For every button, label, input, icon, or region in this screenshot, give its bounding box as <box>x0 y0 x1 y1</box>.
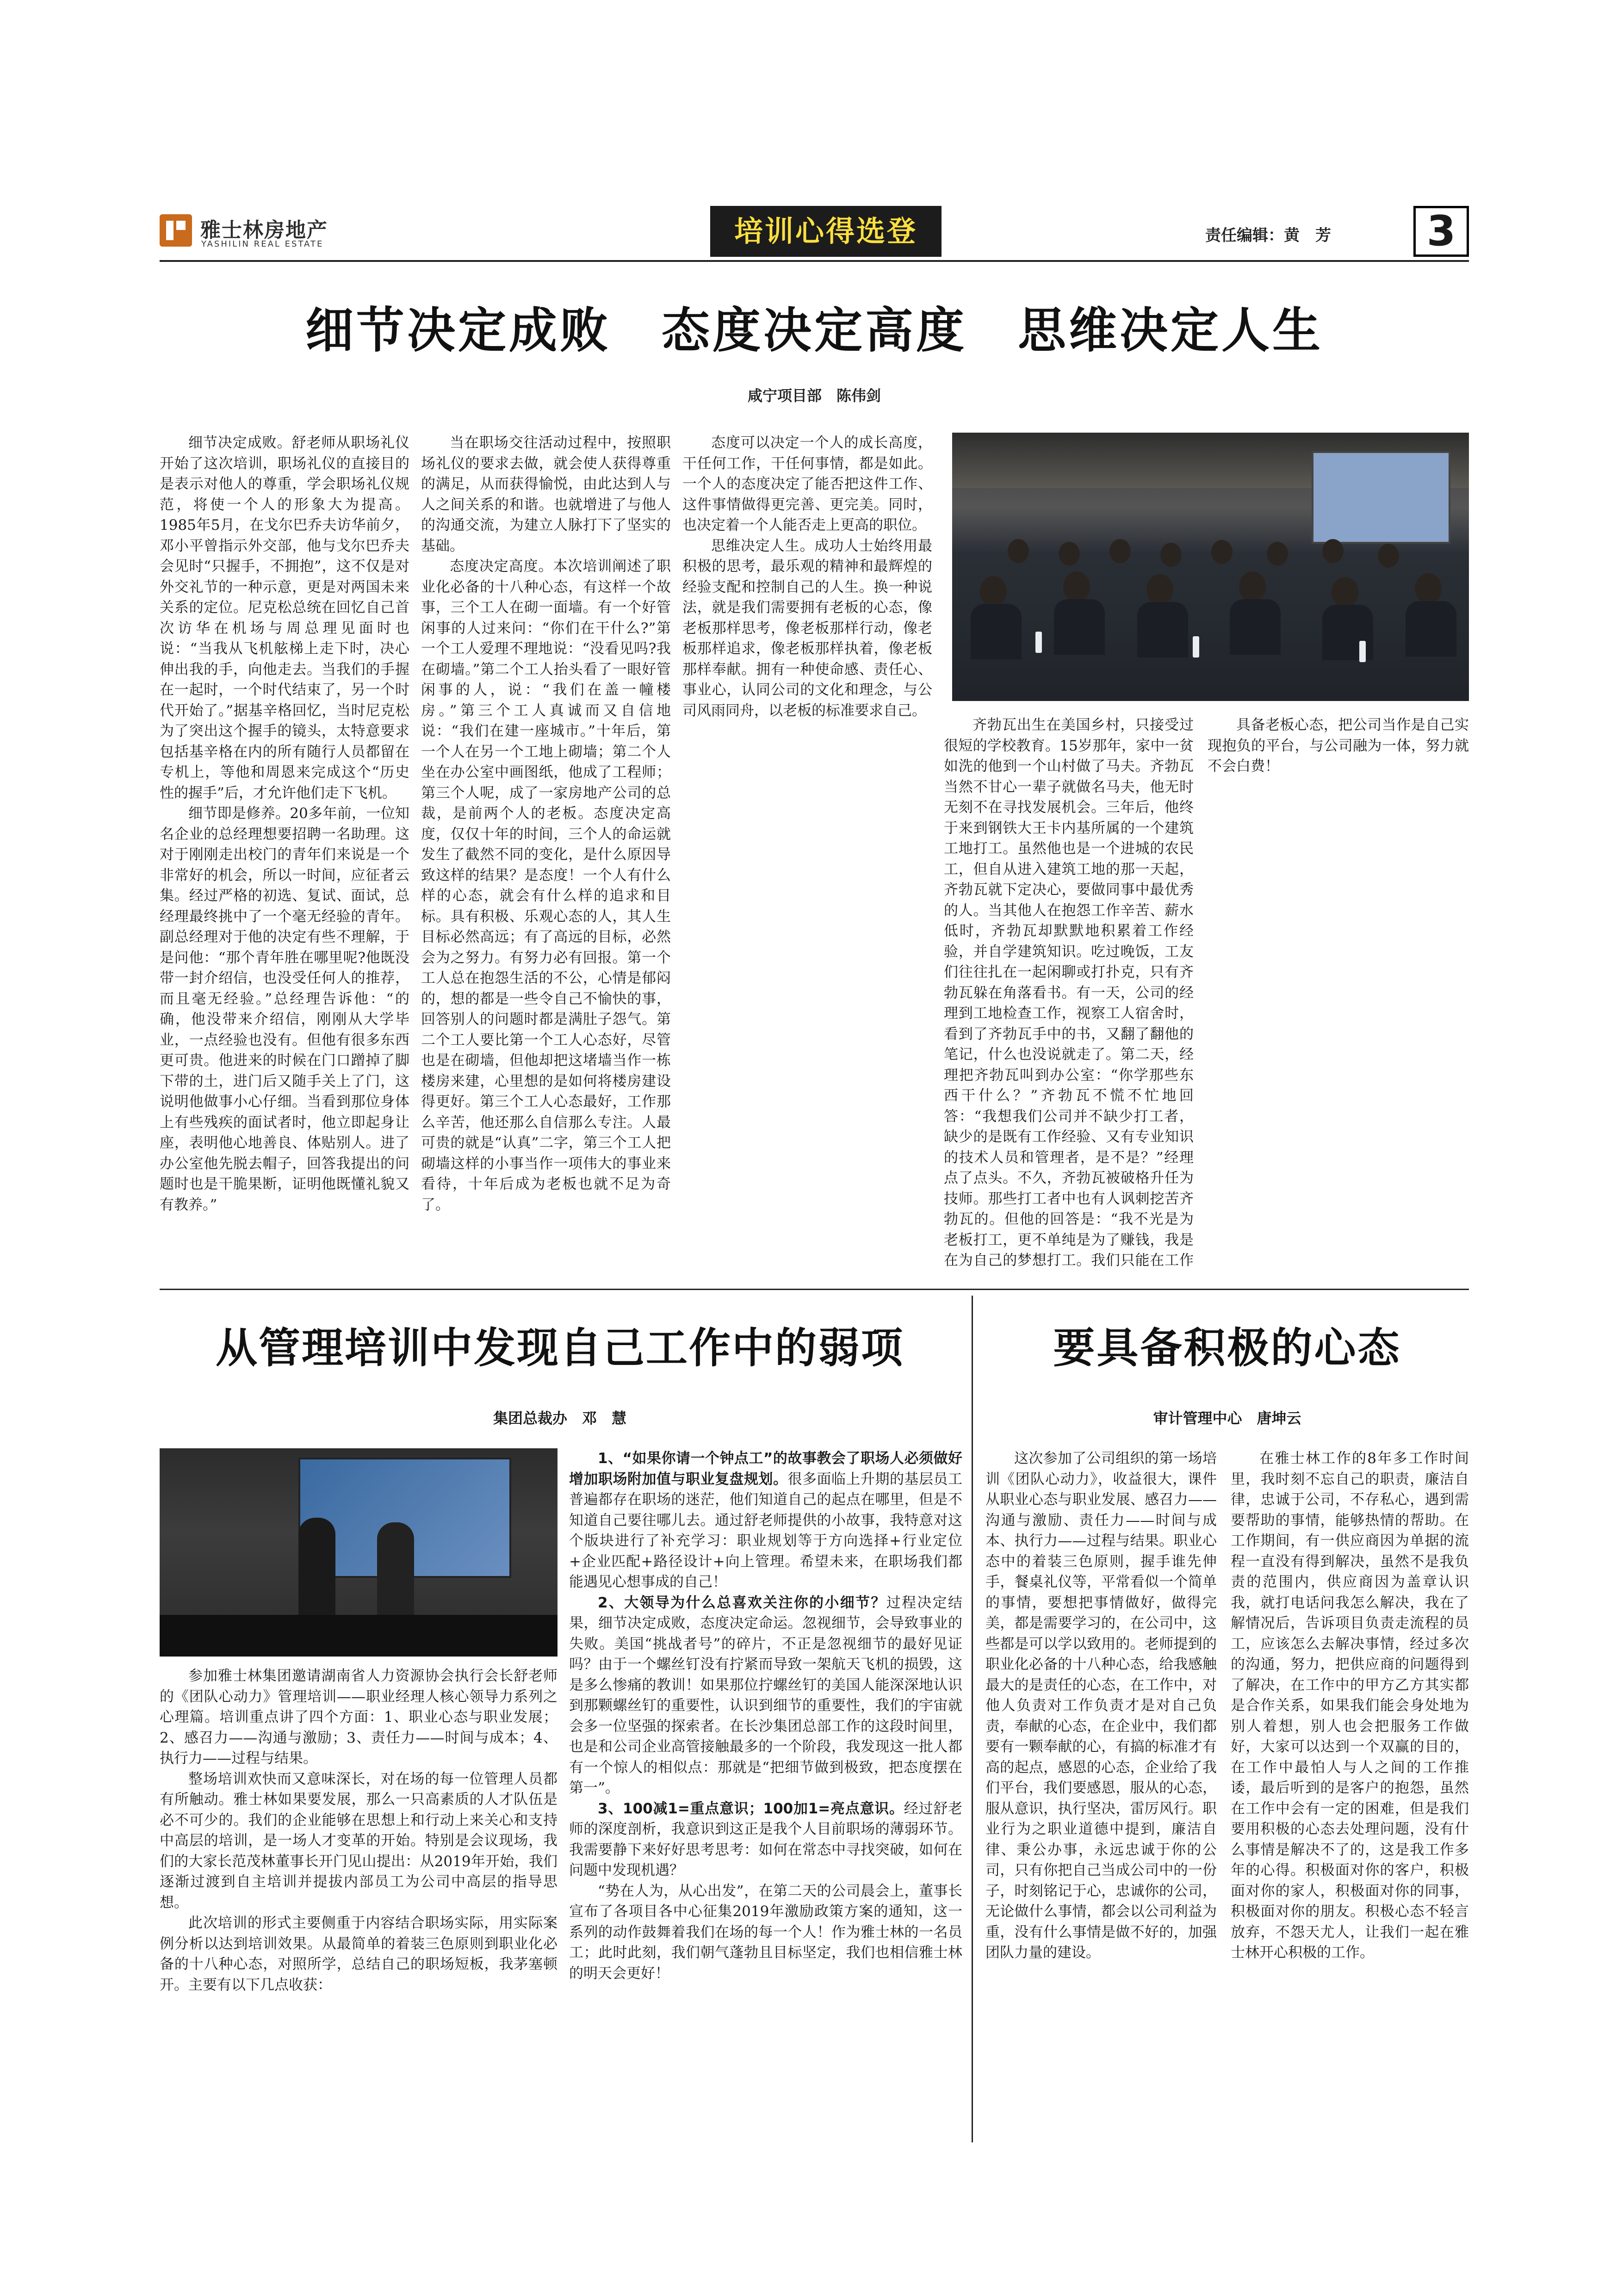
article2-column-1 <box>160 1666 558 2142</box>
article2-column-2 <box>569 1448 962 2142</box>
article3-paragraph: 这次参加了公司组织的第一场培训《团队心动力》，收益很大，课件从职业心态与职业发展、感召力——沟通与激励、责任力——时间与成本、执行力——过程与结果。职业心态中的着装三色原则，握手谁先伸手，餐桌礼仪等，平常看似一个简单的事情，要想把事情做好，做得完美，都是需要学习的，在公司中，这些都是可以学以致用的。老师提到的职业化必备的十八种心态，给我感触最大的是责任的心态，在工作中，对他人负责对工作负责才是对自己负责，奉献的心态，在企业中，我们都要有一颗奉献的心，有搞的标准才有高的起点，感恩的心态，企业给了我们平台，我们要感恩，服从的心态，服从意识，执行坚决，雷厉风行。职业行为之职业道德中提到，廉洁自律、秉公办事，永远忠诚于你的公司，只有你把自己当成公司中的一份子，时刻铭记于心，忠诚你的公司，无论做什么事情，都会以公司利益为重，没有什么事情是做不好的，加强团队力量的建设。 <box>985 1450 1217 1961</box>
article3-byline: 审计管理中心 唐坤云 <box>1153 1409 1301 1427</box>
training-audience-photo <box>952 433 1469 701</box>
point-text: 经过舒老师的深度剖析，我意识到这正是我个人目前职场的薄弱环节。我需要静下来好好思考思考：如何在常态中寻找突破，如何在问题中发现机遇？ <box>569 1800 962 1879</box>
article1-paragraph: 态度决定高度。本次培训阐述了职业化必备的十八种心态，有这样一个故事，三个工人在砌一面墙。有一个好管闲事的人过来问：“你们在干什么?”第一个工人爱理不理地说：“没看见吗?我在砌墙。”第二个工人抬头看了一眼好管闲事的人，说：“我们在盖一幢楼房。”第三个工人真诚而又自信地说：“我们在建一座城市。”十年后，第一个人在另一个工地上砌墙；第二个人坐在办公室中画图纸，他成了工程师；第三个人呢，成了一家房地产公司的总裁，是前两个人的老板。态度决定高度，仅仅十年的时间，三个人的命运就发生了截然不同的变化，是什么原因导致这样的结果？是态度！一个人有什么样的心态，就会有什么样的追求和目标。具有积极、乐观心态的人，其人生目标必然高远；有了高远的目标，必然会为之努力。有努力必有回报。第一个工人总在抱怨生活的不公，心情是郁闷的，想的都是一些令自己不愉快的事，回答别人的问题时都是满肚子怨气。第二个工人要比第一个工人心态好，尽管也是在砌墙，但他却把这堵墙当作一栋楼房来建，心里想的是如何将楼房建设得更好。第三个工人心态最好，工作那么辛苦，他还那么自信那么专注。人最可贵的就是“认真”二字，第三个工人把砌墙这样的小事当作一项伟大的事业来看待，十年后成为老板也就不足为奇了。 <box>421 558 671 1213</box>
article2-closing: “势在人为，从心出发”，在第二天的公司晨会上，董事长宣布了各项目各中心征集2019年激励政策方案的通知，这一系列的动作鼓舞着我们在场的每一个人！作为雅士林的一名员工；此时此刻，我们朝气蓬勃且目标坚定，我们也相信雅士林的明天会更好！ <box>569 1882 962 1982</box>
article1-paragraph: 细节决定成败。舒老师从职场礼仪开始了这次培训，职场礼仪的直接目的是表示对他人的尊重，学会职场礼仪规范，将使一个人的形象大为提高。1985年5月，在戈尔巴乔夫访华前夕，邓小平曾指示外交部，他与戈尔巴乔夫会见时“只握手，不拥抱”，这不仅是对外交礼节的一种示意，更是对两国未来关系的定位。尼克松总统在回忆自己首次访华在机场与周总理见面时也说：“当我从飞机舷梯上走下时，决心伸出我的手，向他走去。当我们的手握在一起时，一个时代结束了，另一个时代开始了。”据基辛格回忆，当时尼克松为了突出这个握手的镜头，太特意要求包括基辛格在内的所有随行人员都留在专机上，等他和周恩来完成这个“历史性的握手”后，才允许他们走下飞机。 <box>160 434 409 801</box>
logo-english-text: YASHILIN REAL ESTATE <box>201 239 324 249</box>
header-rule <box>160 260 1469 262</box>
article3-title: 要具备积极的心态 <box>1053 1323 1401 1372</box>
point-text: 很多面临上升期的基层员工普遍都存在职场的迷茫，他们知道自己的起点在哪里，但是不知道自己要往哪儿去。通过舒老师提供的小故事，我特意对这个版块进行了补充学习：职业规划等于方向选择+行业定位+企业匹配+路径设计+向上管理。希望未来，在职场我们都能遇见心想事成的自己！ <box>569 1471 962 1590</box>
article2-point <box>569 1593 962 1799</box>
article1-title: 细节决定成败 态度决定高度 思维决定人生 <box>305 302 1323 359</box>
section-tag: 培训心得选登 <box>710 206 942 257</box>
article3-column-2 <box>1231 1448 1469 2142</box>
article1-paragraph: 细节即是修养。20多年前，一位知名企业的总经理想要招聘一名助理。这对于刚刚走出校门的青年们来说是一个非常好的机会，所以一时间，应征者云集。经过严格的初选、复试、面试，总经理最终挑中了一个毫无经验的青年。副总经理对于他的决定有些不理解，于是问他：“那个青年胜在哪里呢?他既没带一封介绍信，也没受任何人的推荐，而且毫无经验。”总经理告诉他：“的确，他没带来介绍信，刚刚从大学毕业，一点经验也没有。但他有很多东西更可贵。他进来的时候在门口蹭掉了脚下带的土，进门后又随手关上了门，这说明他做事小心仔细。当看到那位身体上有些残疾的面试者时，他立即起身让座，表明他心地善良、体贴别人。进了办公室他先脱去帽子，回答我提出的问题时也是干脆果断，证明他既懂礼貌又有教养。” <box>160 805 409 1213</box>
logo-mark-icon <box>160 214 192 247</box>
article2-point <box>569 1448 962 1593</box>
article1-paragraph: 齐勃瓦出生在美国乡村，只接受过很短的学校教育。15岁那年，家中一贫如洗的他到一个山村做了马夫。齐勃瓦当然不甘心一辈子就做名马夫，他无时无刻不在寻找发展机会。三年后，他终于来到钢铁大王卡内基所属的一个建筑工地打工。虽然他也是一个进城的农民工，但自从进入建筑工地的那一天起，齐勃瓦就下定决心，要做同事中最优秀的人。当其他人在抱怨工作辛苦、薪水低时，齐勃瓦却默默地积累着工作经验，并自学建筑知识。吃过晚饭，工友们往往扎在一起闲聊或打扑克，只有齐勃瓦躲在角落看书。有一天，公司的经理到工地检查工作，视察工人宿舍时，看到了齐勃瓦手中的书，又翻了翻他的笔记，什么也没说就走了。第二天，经理把齐勃瓦叫到办公室：“你学那些东西干什么？”齐勃瓦不慌不忙地回答：“我想我们公司并不缺少打工者，缺少的是既有工作经验、又有专业知识的技术人员和管理者，是不是？”经理点了点头。不久，齐勃瓦被破格升任为技师。那些打工者中也有人讽刺挖苦齐勃瓦的。但他的回答是：“我不光是为老板打工，更不单纯是为了赚钱，我是在为自己的梦想打工。我们只能在工作 <box>944 717 1194 1269</box>
article2-paragraph: 此次培训的形式主要侧重于内容结合职场实际，用实际案例分析以达到培训效果。从最简单的着装三色原则到职业化必备的十八种心态，对照所学，总结自己的职场短板，我茅塞顿开。主要有以下几点收获： <box>160 1915 558 1993</box>
article2-byline: 集团总裁办 邓 慧 <box>493 1409 626 1427</box>
article2-paragraph: 整场培训欢快而又意味深长，对在场的每一位管理人员都有所触动。雅士林如果要发展，那么一只高素质的人才队伍是必不可少的。我们的企业能够在思想上和行动上来关心和支持中高层的培训，是一场人才变革的开始。特别是会议现场，我们的大家长范茂林董事长开门见山提出：从2019年开始，我们逐渐过渡到自主培训并提拔内部员工为公司中高层的指导思想。 <box>160 1770 558 1911</box>
article1-byline: 咸宁项目部 陈伟剑 <box>747 387 881 404</box>
page-number: 3 <box>1413 206 1469 257</box>
point-heading: 3、100减1=重点意识；100加1=亮点意识。 <box>598 1800 904 1817</box>
company-logo <box>160 206 377 257</box>
training-stage-photo <box>160 1448 558 1657</box>
section-divider <box>160 1289 1469 1290</box>
point-text: 过程决定结果，细节决定成败，态度决定命运。忽视细节，会导致事业的失败。美国“挑战者号”的碎片，不正是忽视细节的最好见证吗？由于一个螺丝钉没有拧紧而导致一架航天飞机的损毁，这是多么惨痛的教训！如果那位拧螺丝钉的美国人能深深地认识到那颗螺丝钉的重要性，认识到细节的重要性，我们的宇宙就会多一位坚强的探索者。在长沙集团总部工作的这段时间里，也是和公司企业高管接触最多的一个阶段，我发现这一批人都有一个惊人的相似点：那就是“把细节做到极致，把态度摆在第一”。 <box>569 1594 962 1796</box>
article1-paragraph: 当在职场交往活动过程中，按照职场礼仪的要求去做，就会使人获得尊重的满足，从而获得愉悦，由此达到人与人之间关系的和谐。也就增进了与他人的沟通交流，为建立人脉打下了坚实的基础。 <box>421 434 671 554</box>
point-heading: 2、大领导为什么总喜欢关注你的小细节？ <box>598 1594 886 1611</box>
article3-column-1 <box>985 1448 1217 2142</box>
article2-title: 从管理培训中发现自己工作中的弱项 <box>216 1323 904 1372</box>
article1-paragraph: 思维决定人生。成功人士始终用最积极的思考，最乐观的精神和最辉煌的经验支配和控制自己的人生。换一种说法，就是我们需要拥有老板的心态，像老板那样思考，像老板那样行动，像老板那样追求，像老板那样执着，像老板那样奉献。拥有一种使命感、责任心、事业心，认同公司的文化和理念，与公司风雨同舟，以老板的标准要求自己。 <box>682 537 932 719</box>
article1-column-3 <box>682 433 932 1272</box>
point-heading: 1、“如果你请一个钟点工”的故事教会了职场人必须做好增加职场附加值与职业复盘规划。 <box>569 1450 962 1488</box>
article1-column-5 <box>1208 715 1469 1272</box>
article1-column-2 <box>421 433 671 1272</box>
article3-paragraph: 在雅士林工作的8年多工作时间里，我时刻不忘自己的职责，廉洁自律，忠诚于公司，不存私心，遇到需要帮助的事情，能够热情的帮助。在工作期间，有一供应商因为单据的流程一直没有得到解决，虽然不是我负责的范围内，供应商因为盖章认识我，就打电话问我怎么解决，我在了解情况后，告诉项目负责走流程的员工，应该怎么去解决事情，经过多次的沟通，努力，把供应商的问题得到了解决，在工作中的甲方乙方其实都是合作关系，如果我们能会身处地为别人着想，别人也会把服务工作做好，大家可以达到一个双赢的目的，在工作中最怕人与人之间的工作推诿，最后听到的是客户的抱怨，虽然在工作中会有一定的困难，但是我们要用积极的心态去处理问题，没有什么事情是解决不了的，这是我工作多年的心得。积极面对你的客户，积极面对你的家人，积极面对你的同事，积极面对你的朋友。积极心态不轻言放弃，不怨天尤人，让我们一起在雅士林开心积极的工作。 <box>1231 1450 1469 1961</box>
article2-paragraph: 参加雅士林集团邀请湖南省人力资源协会执行会长舒老师的《团队心动力》管理培训——职业经理人核心领导力系列之心理篇。培训重点讲了四个方面：1、职业心态与职业发展；2、感召力——沟通与激励；3、责任力——时间与成本；4、执行力——过程与结果。 <box>160 1668 558 1767</box>
logo-chinese-text: 雅士林房地产 <box>200 218 328 242</box>
column-divider <box>972 1296 973 2142</box>
editor-credit: 责任编辑：黄 芳 <box>1205 226 1331 245</box>
article1-paragraph: 具备老板心态，把公司当作是自己实现抱负的平台，与公司融为一体，努力就不会白费！ <box>1208 717 1469 775</box>
article1-paragraph: 态度可以决定一个人的成长高度，干任何工作，干任何事情，都是如此。一个人的态度决定了能否把这件工作、这件事情做得更完善、更完美。同时，也决定着一个人能否走上更高的职位。 <box>682 434 932 534</box>
masthead <box>160 206 1469 259</box>
article2-point <box>569 1799 962 1881</box>
article1-column-1 <box>160 433 409 1272</box>
article1-column-4 <box>944 715 1194 1272</box>
